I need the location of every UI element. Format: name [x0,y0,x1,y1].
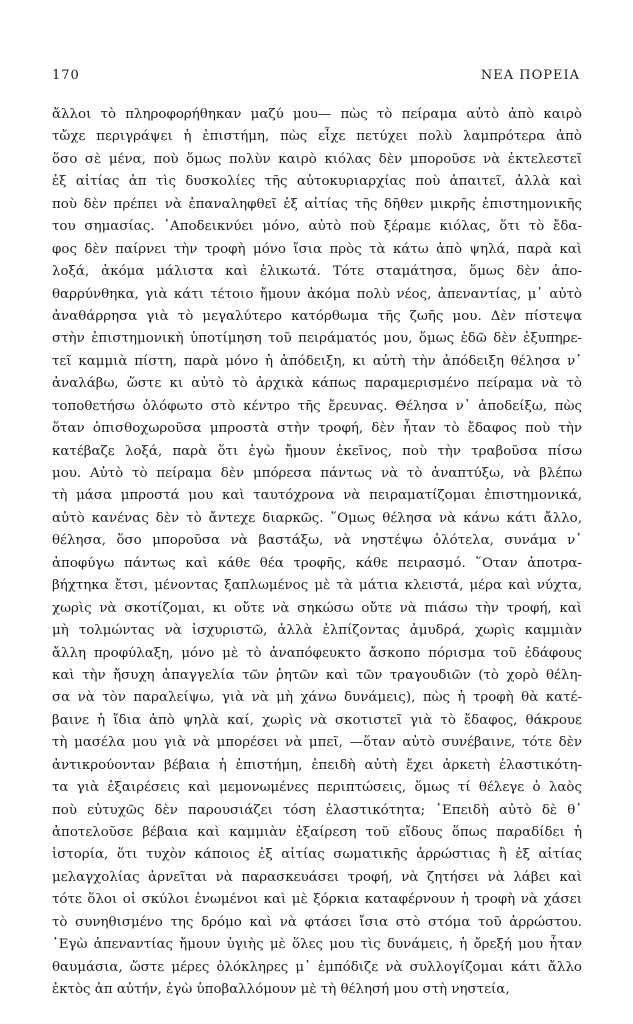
text-line: τότε ὅλοι οἱ σκύλοι ἑνωμένοι καὶ μὲ ξόρκια καταφέρνουν ἡ τροφὴ νὰ χάσει [52,892,582,908]
text-line: τὴ μάσα μπροστά μου καὶ ταυτόχρονα νὰ πειραματίζομαι ἐπιστημονικά, [52,488,582,504]
text-line: λοξά, ἀκόμα μάλιστα καὶ ἑλικωτά. Τότε σταμάτησα, ὅμως δὲν ἀπο- [52,264,582,280]
text-line: ἀποφύγω πάντως καὶ κάθε θέα τροφῆς, κάθε πειρασμό. ῞Οταν ἀποτρα- [52,555,582,571]
text-line: μὴ τολμώντας νὰ ἰσχυριστῶ, ἀλλὰ ἐλπίζοντας ἀμυδρά, χωρὶς καμμιὰν [52,623,582,639]
text-line: ᾿Εγὼ ἀπεναντίας ἤμουν ὑγιὴς μὲ ὅλες μου τὶς δυνάμεις, ἡ ὄρεξή μου ἦταν [52,937,582,953]
text-line: ἱστορία, ὅτι τυχὸν κάποιος ἐξ αἰτίας σωματικῆς ἀρρώστιας ἢ ἐξ αἰτίας [52,847,582,863]
text-line: βήχτηκα ἔτσι, μένοντας ξαπλωμένος μὲ τὰ μάτια κλειστά, μέρα καὶ νύχτα, [52,578,582,594]
text-line: ποὺ δὲν πρέπει νὰ ἐπαναληφθεῖ ἐξ αἰτίας τῆς δῆθεν μικρῆς ἐπιστημονικῆς [52,196,582,212]
text-line: τεῖ καμμιὰ πίστη, παρὰ μόνο ἡ ἀπόδειξη, κι αὐτὴ τὴν ἀπόδειξη θέλησα ν᾿ [52,353,582,369]
text-line: ὅσο σὲ μένα, ποὺ ὅμως πολὺν καιρὸ κιόλας δὲν μποροῦσε νὰ ἐκτελεστεῖ [52,151,582,167]
text-line: ἐκτὸς ἀπ αὐτήν, ἐγὼ ὑποβαλλόμουν μὲ τὴ θέλησή μου στὴ νηστεία, [52,982,510,998]
page-header [52,68,580,88]
text-line: ὅταν ὀπισθοχωροῦσα μπροστὰ στὴν τροφή, δὲν ἦταν τὸ ἔδαφος ποὺ τὴν [52,421,582,437]
text-line: ἐξ αἰτίας ἀπ τὶς δυσκολίες τῆς αὐτοκυριαρχίας ποὺ ἀπαιτεῖ, ἀλλὰ καὶ [52,174,582,190]
text-line: τὴ μασέλα μου γιὰ νὰ μπορέσει νὰ μπεῖ, —ὅταν αὐτὸ συνέβαινε, τότε δὲν [52,735,582,751]
text-line: ἀντικρούονταν βέβαια ἡ ἐπιστήμη, ἐπειδὴ αὐτὴ ἔχει ἀρκετὴ ἐλαστικότη- [52,757,582,773]
text-line: χωρὶς νὰ σκοτίζομαι, κι οὔτε νὰ σηκώσω οὔτε νὰ πιάσω τὴν τροφή, καὶ [52,600,582,616]
body-text [52,104,582,1002]
text-line: σα νὰ τὸν παραλείψω, γιὰ νὰ μὴ χάνω δυνάμεις), πὼς ἡ τροφὴ θὰ κατέ- [52,690,582,706]
text-line: αὐτὸ κανένας δὲν τὸ ἄντεχε διαρκῶς. ῞Ομως θέλησα νὰ κάνω κάτι ἄλλο, [52,510,582,526]
text-line: θέλησα, ὅσο μποροῦσα νὰ βαστάξω, νὰ νηστέψω ὁλότελα, συνάμα ν᾿ [52,533,582,549]
text-line: στὴν ἐπιστημονικὴ ὑποτίμηση τοῦ πειράματός μου, ὅμως ἐδῶ δὲν ἐξυπηρε- [52,331,582,347]
text-line: μου. Αὐτὸ τὸ πείραμα δὲν μπόρεσα πάντως νὰ τὸ ἀναπτύξω, νὰ βλέπω [52,466,582,481]
text-line: ἄλλοι τὸ πληροφορήθηκαν μαζύ μου— πὼς τὸ πείραμα αὐτὸ ἀπὸ καιρὸ [52,107,582,122]
text-line: τὸ συνηθισμένο της δρόμο καὶ νὰ φτάσει ἴσια στὸ στόμα τοῦ ἀρρώστου. [52,914,582,930]
text-line: τα γιὰ ἐξαιρέσεις καὶ μεμονωμένες περιπτώσεις, ὅμως τί θέλεγε ὁ λαὸς [52,780,582,796]
text-line: βαινε ἡ ἴδια ἀπὸ ψηλὰ καί, χωρὶς νὰ σκοτιστεῖ γιὰ τὸ ἔδαφος, θάκρουε [52,712,582,728]
running-title: ΝΕΑ ΠΟΡΕΙΑ [480,68,580,83]
text-line: κατέβαζε λοξά, παρὰ ὅτι ἐγὼ ἤμουν ἐκεῖνος, ποὺ τὴν τραβοῦσα πίσω [52,443,582,459]
text-line: μελαγχολίας ἀρνεῖται νὰ παρασκευάσει τροφή, νὰ ζητήσει νὰ λάβει καὶ [52,869,582,885]
text-line: καὶ τὴν ἤσυχη ἀπαγγελία τῶν ῥητῶν καὶ τῶν τραγουδιῶν (τὸ χορὸ θέλη- [52,667,582,683]
text-line: ποὺ εὐτυχῶς δὲν παρουσιάζει τόση ἐλαστικότητα; ᾿Επειδὴ αὐτὸ δὲ θ᾿ [52,802,582,818]
text-line: τὤχε περιγράψει ἡ ἐπιστήμη, πὼς εἶχε πετύχει πολὺ λαμπρότερα ἀπὸ [52,129,582,145]
text-line: φος δὲν παίρνει τὴν τροφὴ μόνο ἴσια πρὸς τὰ κάτω ἀπὸ ψηλά, παρὰ καὶ [52,241,582,257]
text-line: ἀναθάρρησα γιὰ τὸ μεγαλύτερο κατόρθωμα τῆς ζωῆς μου. Δὲν πίστεψα [52,308,582,324]
text-line: ἀναλάβω, ὥστε κι αὐτὸ τὸ ἀρχικὰ κάπως παραμερισμένο πείραμα νὰ τὸ [52,376,582,392]
text-line: ἄλλη προφύλαξη, μόνο μὲ τὸ ἀναπόφευκτο ἄσκοπο πόρισμα τοῦ ἐδάφους [52,645,582,661]
page-number: 170 [52,68,80,83]
text-line: θαυμάσια, ὥστε μέρες ὁλόκληρες μ᾿ ἐμπόδιζε νὰ συλλογίζομαι κάτι ἄλλο [52,959,582,975]
text-line: τοποθετήσω ὁλόφωτο στὸ κέντρο τῆς ἔρευνας. Θέλησα ν᾿ ἀποδείξω, πὼς [52,398,582,414]
text-line: του σημασίας. ᾿Αποδεικνύει μόνο, αὐτὸ ποὺ ξέραμε κιόλας, ὅτι τὸ ἔδα- [52,219,582,235]
text-line: θαρρύνθηκα, γιὰ κάτι τέτοιο ἤμουν ἀκόμα πολὺ νέος, ἀπεναντίας, μ᾿ αὐτὸ [52,286,582,302]
text-line: ἀποτελοῦσε βέβαια καὶ καμμιὰν ἐξαίρεση τοῦ εἴδους ὅπως παραδίδει ἡ [52,825,582,840]
